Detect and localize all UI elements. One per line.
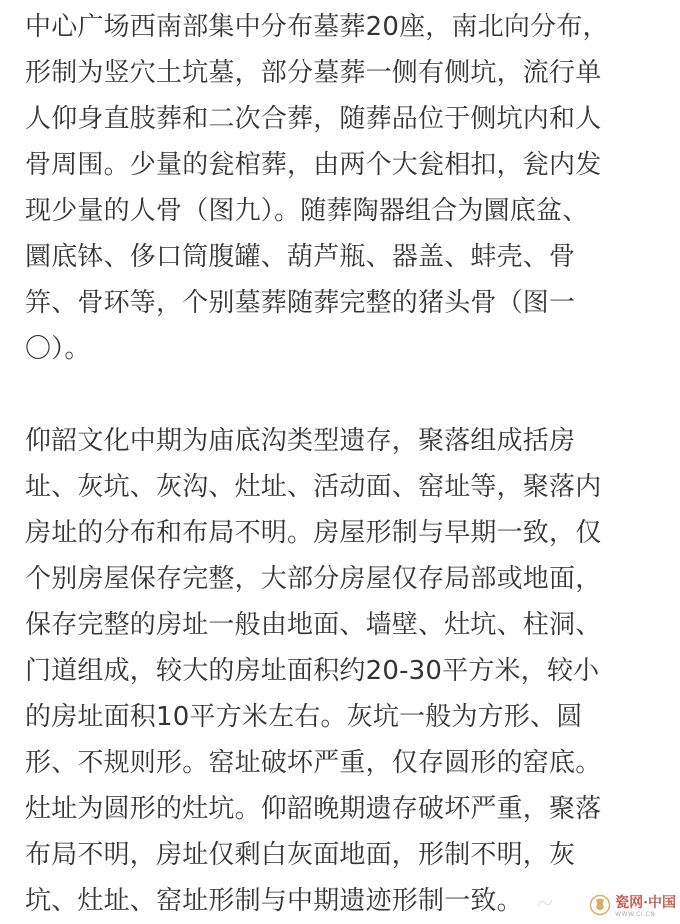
paragraph-2 <box>25 418 665 924</box>
text-line: 灶址为圆形的灶坑。仰韶晚期遗存破坏严重，聚落 <box>25 794 602 824</box>
text-line: 圜底钵、侈口筒腹罐、葫芦瓶、器盖、蚌壳、骨 <box>25 242 576 272</box>
text-line: 个别房屋保存完整，大部分房屋仅存局部或地面， <box>25 564 602 594</box>
paragraph-1 <box>25 4 665 372</box>
article-body <box>25 4 665 924</box>
text-line: 的房址面积10平方米左右。灰坑一般为方形、圆 <box>25 702 583 732</box>
text-line: 〇）。 <box>25 334 91 364</box>
text-line: 形、不规则形。窑址破坏严重，仅存圆形的窑底。 <box>25 748 602 778</box>
text-line: 门道组成，较大的房址面积约20-30平方米，较小 <box>25 656 600 686</box>
text-line: 中心广场西南部集中分布墓葬20座，南北向分布， <box>25 12 609 42</box>
text-line: 仰韶文化中期为庙底沟类型遗存，聚落组成括房 <box>25 426 576 456</box>
porcelain-logo-icon <box>589 894 611 916</box>
text-line: 笄、骨环等，个别墓葬随葬完整的猪头骨（图一 <box>25 288 576 318</box>
watermark-text-group <box>615 892 676 918</box>
text-line: 布局不明，房址仅剩白灰面地面，形制不明，灰 <box>25 840 576 870</box>
watermark-subtext: WWW.CI.CN <box>615 911 656 918</box>
text-line: 现少量的人骨（图九）。随葬陶器组合为圜底盆、 <box>25 196 589 226</box>
site-watermark <box>589 892 676 918</box>
watermark-text: 瓷网·中国 <box>615 895 676 911</box>
decorative-flourish-icon <box>536 896 554 910</box>
text-line: 坑、灶址、窑址形制与中期遗迹形制一致。 <box>25 886 523 916</box>
paragraph-gap <box>25 372 665 418</box>
text-line: 骨周围。少量的瓮棺葬，由两个大瓮相扣，瓮内发 <box>25 150 602 180</box>
text-line: 人仰身直肢葬和二次合葬，随葬品位于侧坑内和人 <box>25 104 602 134</box>
text-line: 保存完整的房址一般由地面、墙壁、灶坑、柱洞、 <box>25 610 602 640</box>
text-line: 址、灰坑、灰沟、灶址、活动面、窑址等，聚落内 <box>25 472 602 502</box>
text-line: 房址的分布和布局不明。房屋形制与早期一致，仅 <box>25 518 602 548</box>
text-line: 形制为竖穴土坑墓，部分墓葬一侧有侧坑，流行单 <box>25 58 602 88</box>
